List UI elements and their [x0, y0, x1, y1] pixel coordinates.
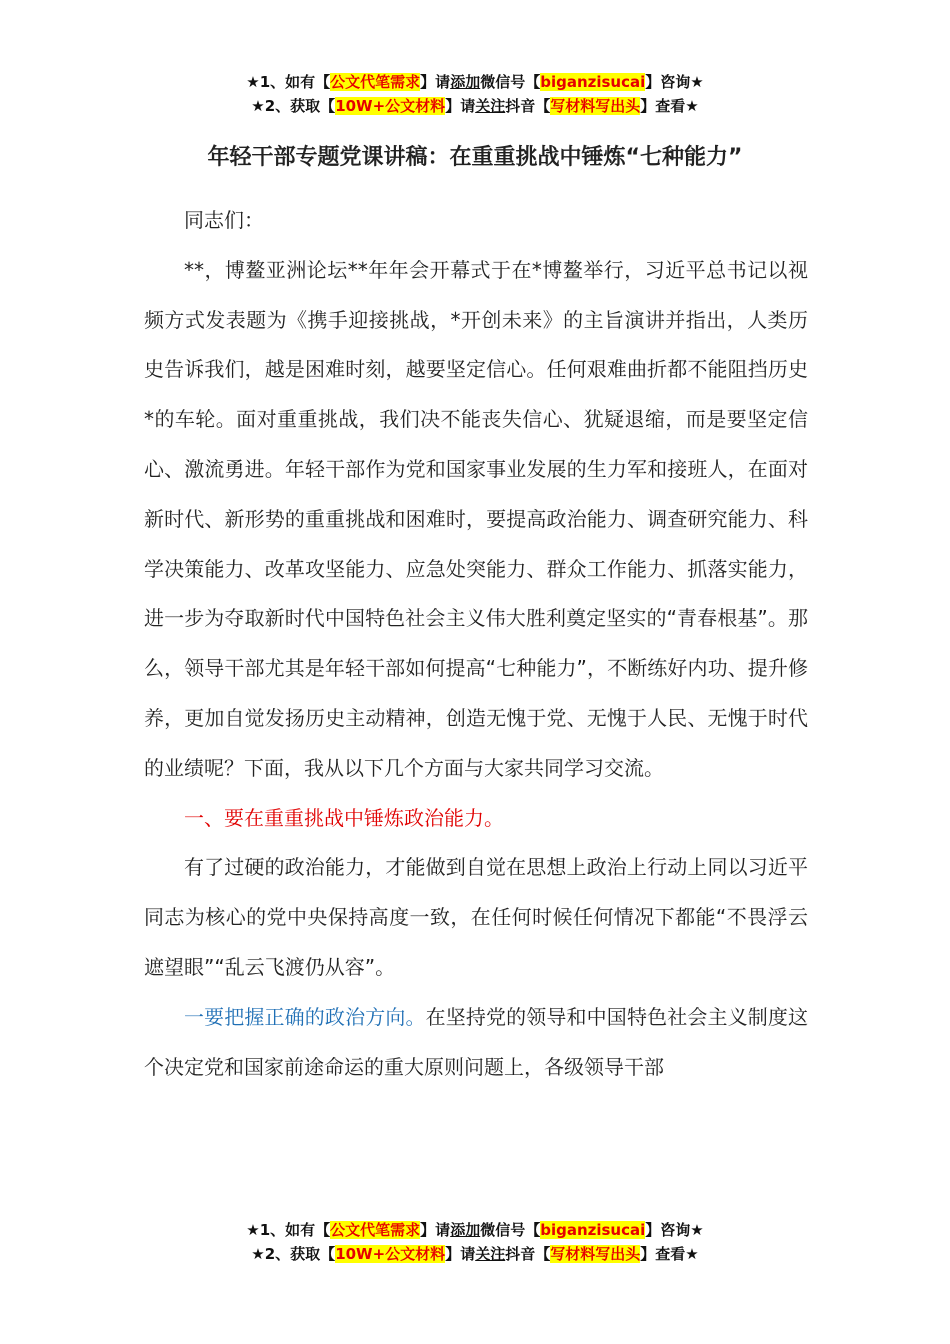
banner-text: ★2、获取【 — [251, 1245, 336, 1263]
banner-highlight: 写材料写出头 — [550, 1245, 641, 1263]
banner-text: 微信号【 — [480, 1221, 541, 1239]
intro-paragraph: **，博鳌亚洲论坛**年年会开幕式于在*博鳌举行，习近平总书记以视频方式发表题为《携手迎接挑战，*开创未来》的主旨演讲并指出，人类历史告诉我们，越是困难时刻，越要坚定信心。任何艰难曲折都不能阻挡历史*的车轮。面对重重挑战，我们决不能丧失信心、犹疑退缩，而是要坚定信心、激流勇进。年轻干部作为党和国家事业发展的生力军和接班人，在面对新时代、新形势的重重挑战和困难时，要提高政治能力、调查研究能力、科学决策能力、改革攻坚能力、应急处突能力、群众工作能力、抓落实能力，进一步为夺取新时代中国特色社会主义伟大胜利奠定坚实的“青春根基”。那么，领导干部尤其是年轻干部如何提高“七种能力”，不断练好内功、提升修养，更加自觉发扬历史主动精神，创造无愧于党、无愧于人民、无愧于时代的业绩呢？下面，我从以下几个方面与大家共同学习交流。 — [144, 257, 808, 780]
banner-text: ★1、如有【 — [246, 1221, 331, 1239]
banner-text: 微信号【 — [480, 73, 541, 91]
header-banner — [0, 70, 950, 118]
section-paragraph: 有了过硬的政治能力，才能做到自觉在思想上政治上行动上同以习近平同志为核心的党中央保持高度一致，在任何时候任何情况下都能“不畏浮云遮望眼”“乱云飞渡仍从容”。 — [144, 855, 808, 979]
banner-underlined-text: 关注 — [475, 97, 506, 115]
banner-highlight: 10W+公文材料 — [335, 97, 446, 115]
banner-underlined-text: 添加 — [450, 1221, 481, 1239]
banner-highlight: 写材料写出头 — [550, 97, 641, 115]
banner-line-1 — [0, 70, 950, 94]
banner-text: 】查看★ — [640, 97, 699, 115]
banner-text: 】咨询★ — [645, 1221, 704, 1239]
greeting: 同志们： — [184, 208, 264, 232]
banner-text: 】咨询★ — [645, 73, 704, 91]
banner-underlined-text: 关注 — [475, 1245, 506, 1263]
banner-line-2 — [0, 94, 950, 118]
banner-highlight: 公文代笔需求 — [330, 73, 421, 91]
banner-highlight: biganzisucai — [540, 1221, 646, 1239]
banner-text: 】请 — [445, 97, 476, 115]
banner-text: 】请 — [420, 1221, 451, 1239]
banner-line-2 — [0, 1242, 950, 1266]
banner-text: ★2、获取【 — [251, 97, 336, 115]
banner-text: 抖音【 — [505, 1245, 551, 1263]
document-title: 年轻干部专题党课讲稿：在重重挑战中锤炼“七种能力” — [207, 145, 743, 170]
point-text: 在坚持党的领导和中国特色社会主义制度这个决定党和国家前途命运的重大原则问题上，各级领导干部 — [144, 1004, 809, 1079]
document-body — [144, 196, 808, 1092]
footer-banner — [0, 1218, 950, 1266]
banner-underlined-text: 添加 — [450, 73, 481, 91]
banner-text: 】请 — [445, 1245, 476, 1263]
banner-text: 】查看★ — [640, 1245, 699, 1263]
banner-highlight: 10W+公文材料 — [335, 1245, 446, 1263]
banner-highlight: 公文代笔需求 — [330, 1221, 421, 1239]
banner-text: ★1、如有【 — [246, 73, 331, 91]
point-lead: 一要把握正确的政治方向。 — [184, 1004, 426, 1029]
point-paragraph — [144, 993, 808, 1093]
banner-line-1 — [0, 1218, 950, 1242]
banner-text: 】请 — [420, 73, 451, 91]
banner-text: 抖音【 — [505, 97, 551, 115]
section-heading: 一、要在重重挑战中锤炼政治能力。 — [184, 805, 504, 830]
banner-highlight: biganzisucai — [540, 73, 646, 91]
